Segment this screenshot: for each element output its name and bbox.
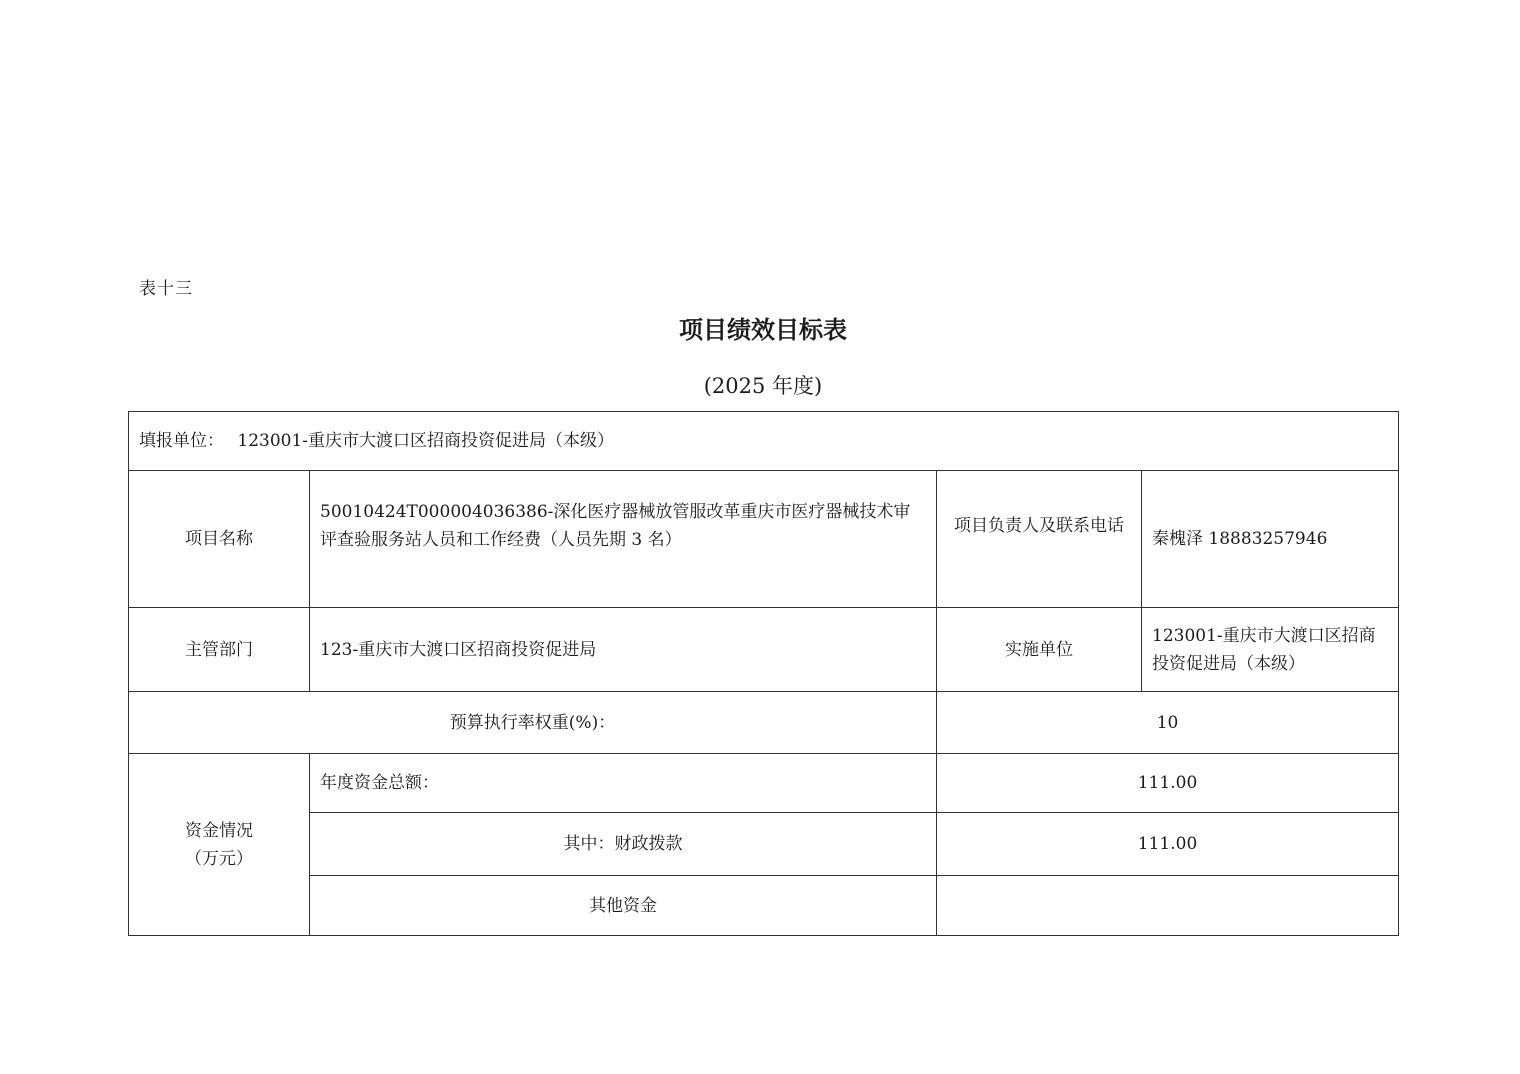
other-funds-value (937, 876, 1399, 936)
dept-value: 123-重庆市大渡口区招商投资促进局 (310, 608, 937, 692)
project-lead-label: 项目负责人及联系电话 (937, 471, 1142, 608)
other-funds-label: 其他资金 (310, 876, 937, 936)
project-lead-value: 秦槐泽 18883257946 (1142, 471, 1399, 608)
funds-label: 资金情况 (185, 820, 253, 841)
annual-total-label: 年度资金总额： (310, 754, 937, 813)
reporting-unit-row (129, 412, 1399, 471)
annual-total-row (129, 754, 1399, 813)
budget-weight-row (129, 692, 1399, 754)
reporting-unit-label: 填报单位： (139, 431, 224, 451)
budget-weight-value: 10 (937, 692, 1399, 754)
project-name-label: 项目名称 (129, 471, 310, 608)
budget-weight-label: 预算执行率权重(%)： (129, 692, 937, 754)
project-name-value: 50010424T000004036386-深化医疗器械放管服改革重庆市医疗器械技术审评查验服务站人员和工作经费（人员先期 3 名） (310, 471, 937, 608)
dept-label: 主管部门 (129, 608, 310, 692)
project-name-row (129, 471, 1399, 608)
page-title: 项目绩效目标表 (679, 316, 847, 344)
reporting-unit-cell (129, 412, 1399, 471)
fiscal-label: 其中：财政拨款 (310, 813, 937, 876)
annual-total-value: 111.00 (937, 754, 1399, 813)
funds-label-cell (129, 754, 310, 936)
fiscal-row (129, 813, 1399, 876)
funds-unit: （万元） (185, 848, 253, 869)
performance-target-table (128, 411, 1399, 936)
year-subtitle: (2025 年度) (703, 374, 823, 398)
department-row (129, 608, 1399, 692)
reporting-unit-value: 123001-重庆市大渡口区招商投资促进局（本级） (237, 431, 615, 451)
impl-unit-value: 123001-重庆市大渡口区招商投资促进局（本级） (1142, 608, 1399, 692)
other-funds-row (129, 876, 1399, 936)
table-number: 表十三 (139, 279, 193, 299)
impl-unit-label: 实施单位 (937, 608, 1142, 692)
fiscal-value: 111.00 (937, 813, 1399, 876)
